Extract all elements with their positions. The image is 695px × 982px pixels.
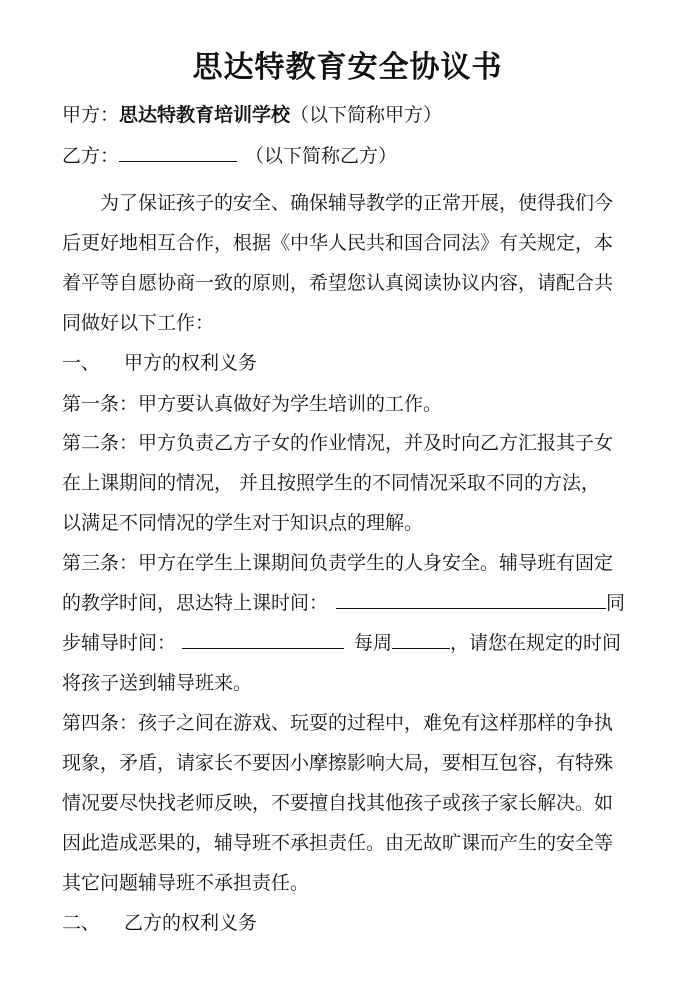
party-b-line: [62, 141, 397, 171]
section-heading-2: [62, 908, 257, 938]
party-a-label: 甲方：: [62, 104, 120, 126]
party-b-blank: [119, 143, 237, 162]
page-title: 思达特教育安全协议书: [192, 50, 503, 85]
section-heading-1: [62, 348, 257, 378]
article-3-text: ，请您在规定的时间: [450, 632, 622, 654]
intro-line: 着平等自愿协商一致的原则，希望您认真阅读协议内容，请配合共: [62, 272, 614, 294]
article-3-text: 步辅导时间：: [62, 632, 177, 654]
article-3-line: 第三条：甲方在学生上课期间负责学生的人身安全。辅导班有固定: [62, 552, 614, 574]
section-title: 乙方的权利义务: [124, 912, 258, 934]
article-3-text: 同: [606, 592, 626, 614]
section-number: 二、: [62, 912, 101, 934]
article-2-line: 以满足不同情况的学生对于知识点的理解。: [62, 512, 424, 534]
article-3-line: [62, 588, 625, 618]
article-3-line: 将孩子送到辅导班来。: [62, 672, 253, 694]
article-3-text: 的教学时间，思达特上课时间：: [62, 592, 329, 614]
article-3-text: 每周: [354, 632, 393, 654]
article-3-line: [62, 628, 621, 658]
article-1: 第一条：甲方要认真做好为学生培训的工作。: [62, 393, 443, 415]
party-a-name: 思达特教育培训学校: [119, 104, 291, 126]
sync-time-blank: [182, 630, 344, 649]
intro-line: 为了保证孩子的安全、确保辅导教学的正常开展，使得我们今: [100, 192, 614, 214]
article-2-line: 在上课期间的情况， 并且按照学生的不同情况采取不同的方法，: [62, 472, 601, 494]
party-a-line: [62, 100, 442, 130]
article-4-line: 第四条：孩子之间在游戏、玩耍的过程中，难免有这样那样的争执: [62, 712, 614, 734]
intro-line: 同做好以下工作：: [62, 312, 215, 334]
party-b-label: 乙方：: [62, 145, 120, 167]
article-4-line: 其它问题辅导班不承担责任。: [62, 872, 310, 894]
party-a-note: （以下简称甲方）: [290, 104, 443, 126]
section-title: 甲方的权利义务: [124, 352, 258, 374]
party-b-note: （以下简称乙方）: [245, 145, 398, 167]
article-2-line: 第二条：甲方负责乙方子女的作业情况，并及时向乙方汇报其子女: [62, 432, 614, 454]
weekly-blank: [392, 630, 450, 649]
article-4-line: 情况要尽快找老师反映，不要擅自找其他孩子或孩子家长解决。如: [62, 792, 614, 814]
intro-line: 后更好地相互合作，根据《中华人民共和国合同法》有关规定，本: [62, 232, 614, 254]
article-4-line: 现象，矛盾，请家长不要因小摩擦影响大局，要相互包容，有特殊: [62, 752, 614, 774]
class-time-blank: [336, 590, 606, 609]
section-number: 一、: [62, 352, 101, 374]
article-4-line: 因此造成恶果的，辅导班不承担责任。由无故旷课而产生的安全等: [62, 832, 614, 854]
